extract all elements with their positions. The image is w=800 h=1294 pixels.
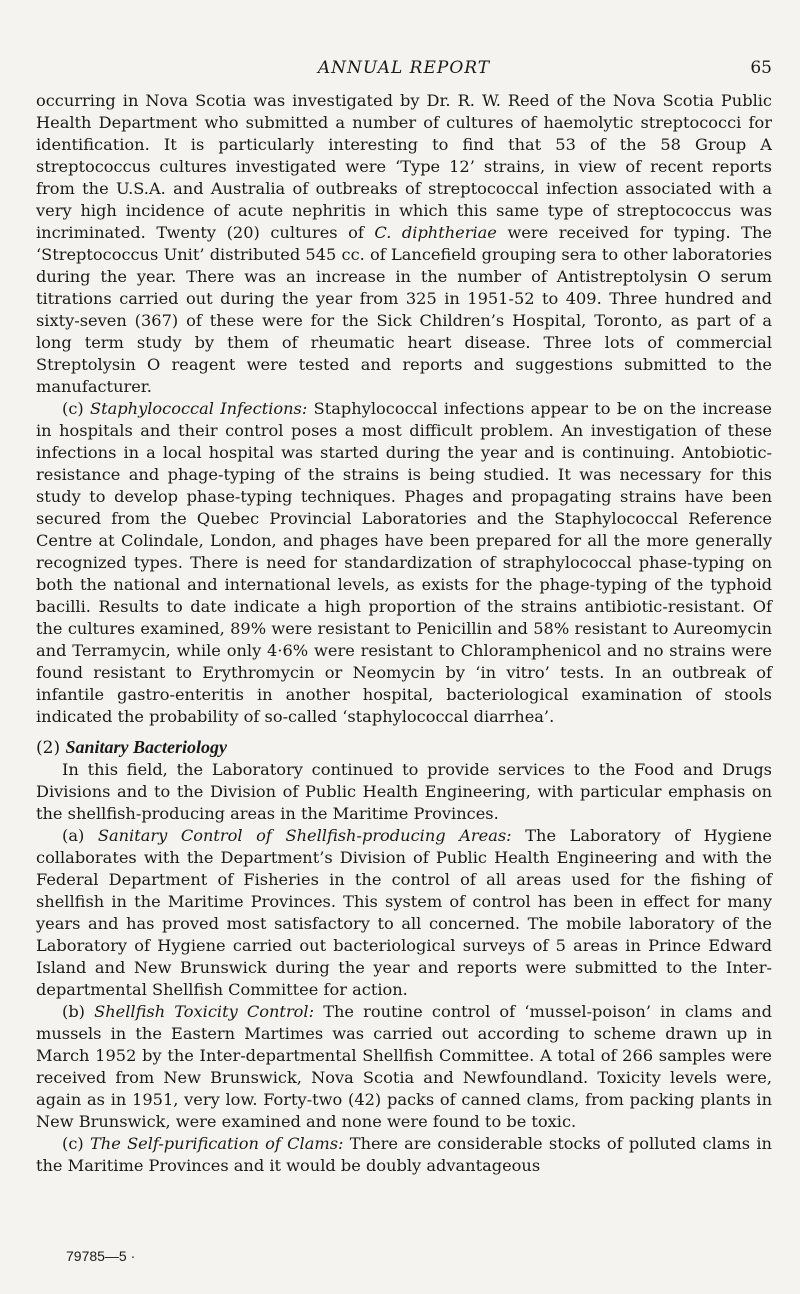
paragraph-streptococcus xyxy=(36,90,772,398)
paragraph-text: Staphylococcal infections appear to be on the increase in hospitals and their control poses a most difficult problem. An investigation of these infections in a local hospital was started during the year and is continuing. Antobiotic-resistance and phage-typing of the strains is being studied. It was necessary for this study to develop phase-typing techniques. Phages and propagating strains have been secured from the Quebec Provincial Laboratories and the Staphylococcal Reference Centre at Colindale, London, and phages have been prepared for all the more generally recognized types. There is need for standardization of straphylococcal phase-typing on both the national and international levels, as exists for the phage-typing of the typhoid bacilli. Results to date indicate a high proportion of the strains antibiotic-resistant. Of the cultures examined, 89% were resistant to Penicillin and 58% resistant to Aureomycin and Terramycin, while only 4·6% were resistant to Chloramphenicol and no strains were found resistant to Erythromycin or Neomycin by ‘in vitro’ tests. In an outbreak of infantile gastro-enteritis in another hospital, bacteriological examination of stools indicated the probability of so-called ‘staphylococcal diarrhea’. xyxy=(36,399,772,726)
item-title: Sanitary Control of Shellfish-producing Areas: xyxy=(97,826,512,845)
paragraph-sanitary-intro xyxy=(36,759,772,825)
paragraph-staphylococcal xyxy=(36,398,772,728)
paragraph-shellfish-areas xyxy=(36,825,772,1001)
item-label: (a) xyxy=(62,826,85,845)
print-code: 79785—5 · xyxy=(66,1248,136,1264)
section-heading-sanitary-bacteriology xyxy=(36,736,772,759)
paragraph-text: were received for typing. The ‘Streptococcus Unit’ distributed 545 cc. of Lancefield grouping sera to other laboratories during the year. There was an increase in the number of Antistreptolysin O serum titrations carried out during the year from 325 in 1951-52 to 409. Three hundred and sixty-seven (367) of these were for the Sick Children’s Hospital, Toronto, as part of a long term study by them of rheumatic heart disease. Three lots of commercial Streptolysin O reagent were tested and reports and suggestions submitted to the manufacturer. xyxy=(36,223,772,396)
section-title: Sanitary Bacteriology xyxy=(65,737,227,757)
paragraph-text: There are considerable stocks of polluted clams in the Maritime Provinces and it would be doubly advantageous xyxy=(36,1134,772,1175)
page-header xyxy=(36,58,772,80)
item-label: (b) xyxy=(62,1002,85,1021)
item-label: (c) xyxy=(62,1134,84,1153)
species-name: C. diphtheriae xyxy=(374,223,497,242)
paragraph-self-purification xyxy=(36,1133,772,1177)
section-number: (2) xyxy=(36,738,61,758)
item-title: Staphylococcal Infections: xyxy=(90,399,308,418)
item-label: (c) xyxy=(62,399,84,418)
paragraph-text: The routine control of ‘mussel-poison’ in clams and mussels in the Eastern Martimes was carried out according to scheme drawn up in March 1952 by the Inter-departmental Shellfish Committee. A total of 266 samples were received from New Brunswick, Nova Scotia and Newfoundland. Toxicity levels were, again as in 1951, very low. Forty-two (42) packs of canned clams, from packing plants in New Brunswick, were examined and none were found to be toxic. xyxy=(36,1002,772,1131)
document-body xyxy=(36,90,772,1177)
item-title: The Self-purification of Clams: xyxy=(89,1134,344,1153)
paragraph-text: In this field, the Laboratory continued to provide services to the Food and Drugs Divisions and to the Division of Public Health Engineering, with particular emphasis on the shellfish-producing areas in the Maritime Provinces. xyxy=(36,760,772,823)
paragraph-text: The Laboratory of Hygiene collaborates with the Department’s Division of Public Health Engineering and with the Federal Department of Fisheries in the control of all areas used for the fishing of shellfish in the Maritime Provinces. This system of control has been in effect for many years and has proved most satisfactory to all concerned. The mobile laboratory of the Laboratory of Hygiene carried out bacteriological surveys of 5 areas in Prince Edward Island and New Brunswick during the year and reports were submitted to the Interdepartmental Shellfish Committee for action. xyxy=(36,826,772,999)
paragraph-text: occurring in Nova Scotia was investigated by Dr. R. W. Reed of the Nova Scotia Public Health Department who submitted a number of cultures of haemolytic streptococci for identification. It is particularly interesting to find that 53 of the 58 Group A streptococcus cultures investigated were ‘Type 12’ strains, in view of recent reports from the U.S.A. and Australia of outbreaks of streptococcal infection associated with a very high incidence of acute nephritis in which this same type of streptococcus was incriminated. Twenty (20) cultures of xyxy=(36,91,772,242)
paragraph-shellfish-toxicity xyxy=(36,1001,772,1133)
running-title: ANNUAL REPORT xyxy=(317,58,491,78)
page-number: 65 xyxy=(750,58,772,78)
item-title: Shellfish Toxicity Control: xyxy=(94,1002,315,1021)
